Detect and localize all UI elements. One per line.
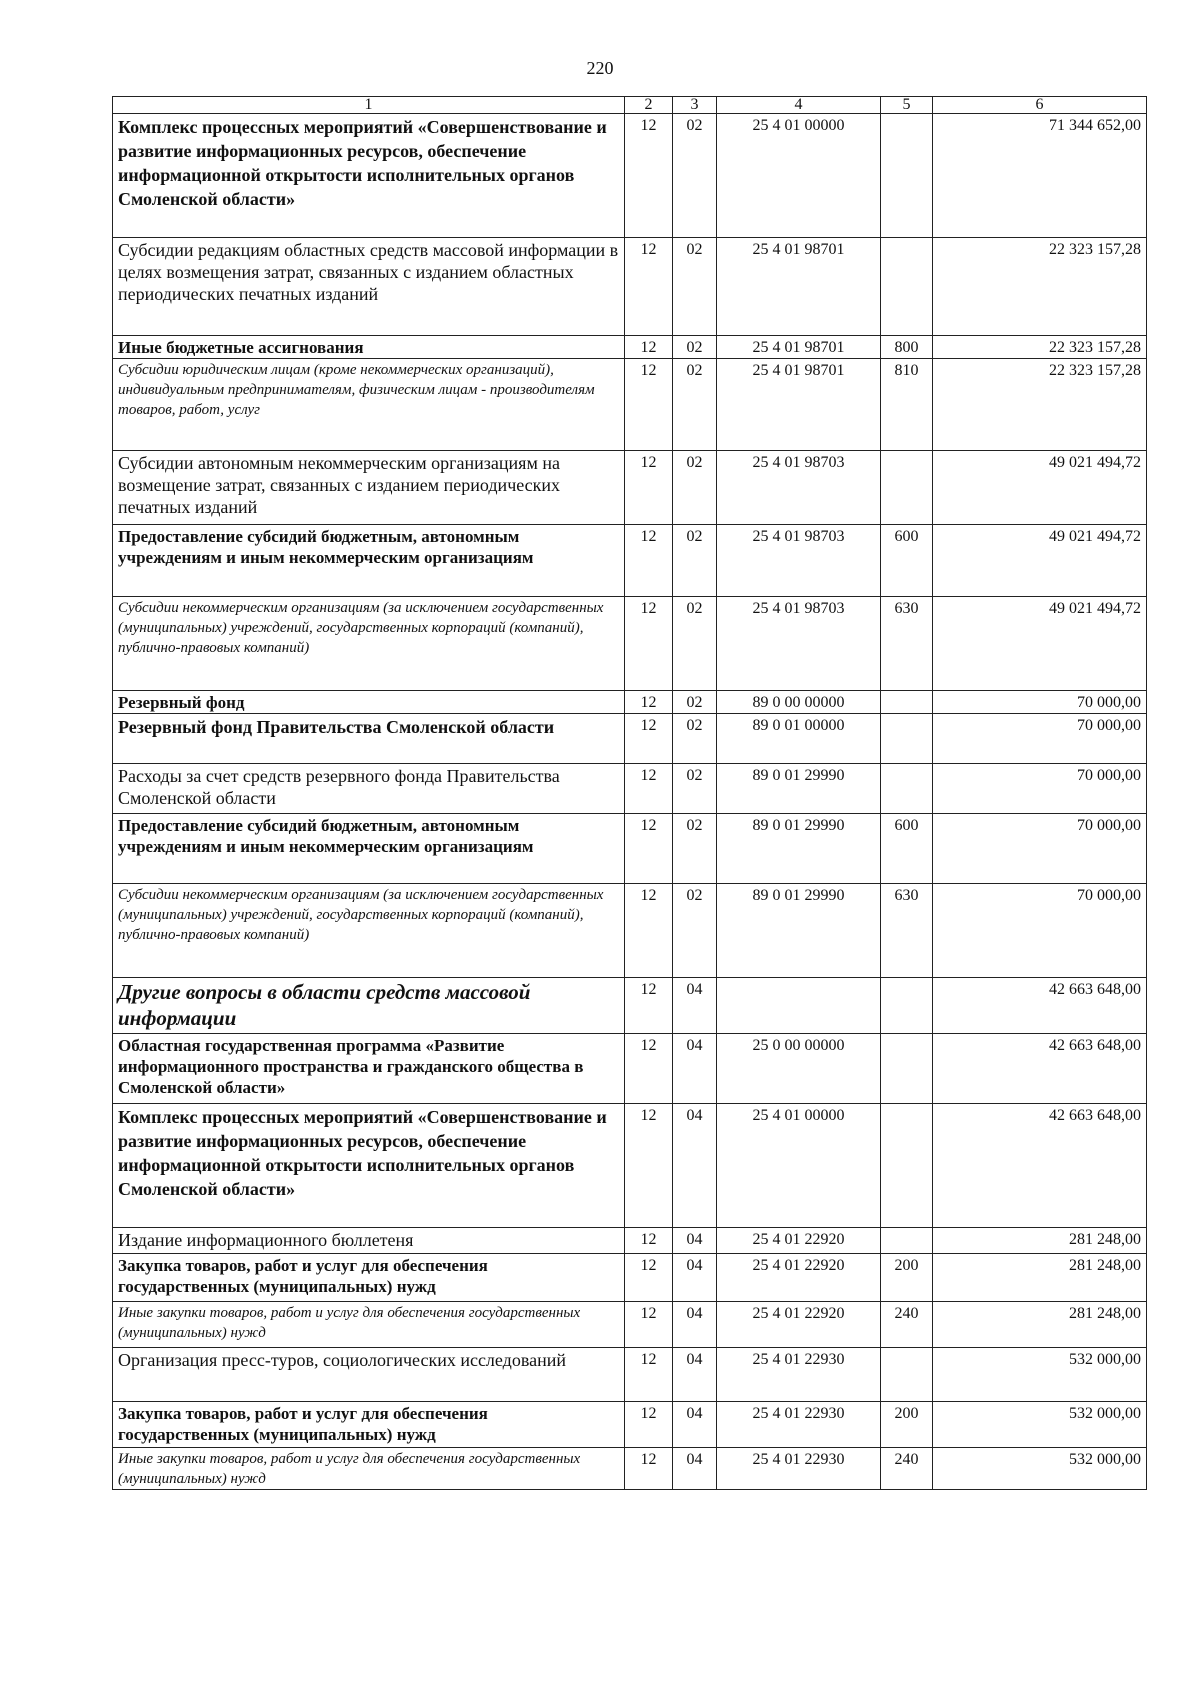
subsection-code: 02 — [673, 764, 717, 814]
target-article-code: 25 4 01 22930 — [717, 1402, 881, 1448]
amount: 71 344 652,00 — [933, 114, 1147, 238]
table-row — [113, 1034, 1147, 1104]
item-name: Закупка товаров, работ и услуг для обеспечения государственных (муниципальных) нужд — [113, 1402, 625, 1448]
expense-type-code: 600 — [881, 814, 933, 884]
table-row — [113, 1448, 1147, 1490]
item-name: Иные бюджетные ассигнования — [113, 336, 625, 359]
item-name: Резервный фонд Правительства Смоленской области — [113, 714, 625, 764]
item-name: Субсидии некоммерческим организациям (за исключением государственных (муниципальных) учреждений, государственных корпораций (компаний), публично-правовых компаний) — [113, 597, 625, 691]
header-cell-5: 5 — [881, 97, 933, 114]
subsection-code: 04 — [673, 978, 717, 1034]
table-row — [113, 884, 1147, 978]
item-name: Предоставление субсидий бюджетным, автономным учреждениям и иным некоммерческим организациям — [113, 814, 625, 884]
expense-type-code: 200 — [881, 1254, 933, 1302]
section-code: 12 — [625, 336, 673, 359]
expense-type-code: 600 — [881, 525, 933, 597]
header-row — [113, 97, 1147, 114]
item-name: Комплекс процессных мероприятий «Совершенствование и развитие информационных ресурсов, обеспечение информационной открытости исполнительных органов Смоленской области» — [113, 1104, 625, 1228]
subsection-code: 04 — [673, 1254, 717, 1302]
target-article-code: 25 4 01 22930 — [717, 1348, 881, 1402]
amount: 70 000,00 — [933, 714, 1147, 764]
subsection-code: 04 — [673, 1034, 717, 1104]
section-code: 12 — [625, 1348, 673, 1402]
table-row — [113, 1402, 1147, 1448]
table-row — [113, 114, 1147, 238]
item-name: Закупка товаров, работ и услуг для обеспечения государственных (муниципальных) нужд — [113, 1254, 625, 1302]
subsection-code: 04 — [673, 1448, 717, 1490]
item-name: Другие вопросы в области средств массовой информации — [113, 978, 625, 1034]
amount: 532 000,00 — [933, 1348, 1147, 1402]
expense-type-code — [881, 978, 933, 1034]
subsection-code: 02 — [673, 691, 717, 714]
amount: 22 323 157,28 — [933, 336, 1147, 359]
subsection-code: 02 — [673, 238, 717, 336]
amount: 49 021 494,72 — [933, 597, 1147, 691]
section-code: 12 — [625, 714, 673, 764]
amount: 532 000,00 — [933, 1402, 1147, 1448]
target-article-code: 25 4 01 22920 — [717, 1254, 881, 1302]
amount: 22 323 157,28 — [933, 238, 1147, 336]
table-row — [113, 1348, 1147, 1402]
header-cell-6: 6 — [933, 97, 1147, 114]
table-row — [113, 451, 1147, 525]
subsection-code: 02 — [673, 884, 717, 978]
section-code: 12 — [625, 691, 673, 714]
subsection-code: 02 — [673, 714, 717, 764]
target-article-code: 89 0 01 00000 — [717, 714, 881, 764]
target-article-code: 25 4 01 22930 — [717, 1448, 881, 1490]
section-code: 12 — [625, 814, 673, 884]
amount: 281 248,00 — [933, 1302, 1147, 1348]
subsection-code: 04 — [673, 1228, 717, 1254]
expense-type-code — [881, 691, 933, 714]
subsection-code: 04 — [673, 1348, 717, 1402]
item-name: Иные закупки товаров, работ и услуг для обеспечения государственных (муниципальных) нужд — [113, 1302, 625, 1348]
subsection-code: 04 — [673, 1104, 717, 1228]
section-code: 12 — [625, 451, 673, 525]
section-code: 12 — [625, 1254, 673, 1302]
table-row — [113, 525, 1147, 597]
target-article-code: 25 4 01 00000 — [717, 114, 881, 238]
table-row — [113, 1228, 1147, 1254]
item-name: Издание информационного бюллетеня — [113, 1228, 625, 1254]
section-code: 12 — [625, 1034, 673, 1104]
amount: 42 663 648,00 — [933, 978, 1147, 1034]
section-code: 12 — [625, 764, 673, 814]
expense-type-code — [881, 114, 933, 238]
expense-type-code: 240 — [881, 1448, 933, 1490]
table-row — [113, 1104, 1147, 1228]
amount: 70 000,00 — [933, 814, 1147, 884]
amount: 70 000,00 — [933, 884, 1147, 978]
expense-type-code — [881, 451, 933, 525]
table-row — [113, 814, 1147, 884]
expense-type-code: 240 — [881, 1302, 933, 1348]
subsection-code: 02 — [673, 451, 717, 525]
section-code: 12 — [625, 1402, 673, 1448]
table-row — [113, 359, 1147, 451]
table-body — [113, 97, 1147, 1490]
section-code: 12 — [625, 884, 673, 978]
subsection-code: 02 — [673, 597, 717, 691]
item-name: Субсидии редакциям областных средств массовой информации в целях возмещения затрат, связанных с изданием областных периодических печатных изданий — [113, 238, 625, 336]
target-article-code: 25 4 01 22920 — [717, 1302, 881, 1348]
table-row — [113, 238, 1147, 336]
amount: 42 663 648,00 — [933, 1034, 1147, 1104]
expense-type-code — [881, 764, 933, 814]
target-article-code — [717, 978, 881, 1034]
amount: 49 021 494,72 — [933, 451, 1147, 525]
subsection-code: 02 — [673, 814, 717, 884]
amount: 281 248,00 — [933, 1228, 1147, 1254]
header-cell-1: 1 — [113, 97, 625, 114]
header-cell-3: 3 — [673, 97, 717, 114]
section-code: 12 — [625, 978, 673, 1034]
section-code: 12 — [625, 114, 673, 238]
item-name: Иные закупки товаров, работ и услуг для обеспечения государственных (муниципальных) нужд — [113, 1448, 625, 1490]
target-article-code: 25 4 01 98701 — [717, 336, 881, 359]
target-article-code: 25 4 01 98701 — [717, 359, 881, 451]
header-cell-4: 4 — [717, 97, 881, 114]
table-row — [113, 1254, 1147, 1302]
expense-type-code — [881, 1034, 933, 1104]
item-name: Предоставление субсидий бюджетным, автономным учреждениям и иным некоммерческим организациям — [113, 525, 625, 597]
target-article-code: 89 0 01 29990 — [717, 764, 881, 814]
target-article-code: 89 0 00 00000 — [717, 691, 881, 714]
target-article-code: 25 4 01 22920 — [717, 1228, 881, 1254]
item-name: Комплекс процессных мероприятий «Совершенствование и развитие информационных ресурсов, обеспечение информационной открытости исполнительных органов Смоленской области» — [113, 114, 625, 238]
table-row — [113, 764, 1147, 814]
expense-type-code: 630 — [881, 597, 933, 691]
section-code: 12 — [625, 1302, 673, 1348]
item-name: Расходы за счет средств резервного фонда Правительства Смоленской области — [113, 764, 625, 814]
table-row — [113, 691, 1147, 714]
target-article-code: 89 0 01 29990 — [717, 884, 881, 978]
section-code: 12 — [625, 1104, 673, 1228]
expense-type-code: 810 — [881, 359, 933, 451]
table-row — [113, 978, 1147, 1034]
subsection-code: 02 — [673, 525, 717, 597]
budget-table — [112, 96, 1147, 1490]
target-article-code: 25 4 01 98703 — [717, 525, 881, 597]
subsection-code: 02 — [673, 114, 717, 238]
subsection-code: 02 — [673, 336, 717, 359]
header-cell-2: 2 — [625, 97, 673, 114]
expense-type-code — [881, 1348, 933, 1402]
subsection-code: 02 — [673, 359, 717, 451]
item-name: Субсидии автономным некоммерческим организациям на возмещение затрат, связанных с изданием периодических печатных изданий — [113, 451, 625, 525]
item-name: Областная государственная программа «Развитие информационного пространства и гражданского общества в Смоленской области» — [113, 1034, 625, 1104]
amount: 49 021 494,72 — [933, 525, 1147, 597]
expense-type-code: 200 — [881, 1402, 933, 1448]
section-code: 12 — [625, 359, 673, 451]
subsection-code: 04 — [673, 1302, 717, 1348]
section-code: 12 — [625, 238, 673, 336]
expense-type-code — [881, 714, 933, 764]
item-name: Субсидии некоммерческим организациям (за исключением государственных (муниципальных) учреждений, государственных корпораций (компаний), публично-правовых компаний) — [113, 884, 625, 978]
amount: 70 000,00 — [933, 764, 1147, 814]
target-article-code: 25 4 01 98701 — [717, 238, 881, 336]
item-name: Резервный фонд — [113, 691, 625, 714]
amount: 70 000,00 — [933, 691, 1147, 714]
target-article-code: 89 0 01 29990 — [717, 814, 881, 884]
page-number: 220 — [586, 58, 614, 78]
expense-type-code — [881, 1104, 933, 1228]
table-row — [113, 597, 1147, 691]
table-row — [113, 714, 1147, 764]
section-code: 12 — [625, 1228, 673, 1254]
target-article-code: 25 4 01 00000 — [717, 1104, 881, 1228]
item-name: Организация пресс-туров, социологических исследований — [113, 1348, 625, 1402]
amount: 532 000,00 — [933, 1448, 1147, 1490]
expense-type-code: 800 — [881, 336, 933, 359]
target-article-code: 25 0 00 00000 — [717, 1034, 881, 1104]
target-article-code: 25 4 01 98703 — [717, 451, 881, 525]
expense-type-code — [881, 1228, 933, 1254]
table-row — [113, 336, 1147, 359]
expense-type-code — [881, 238, 933, 336]
section-code: 12 — [625, 525, 673, 597]
target-article-code: 25 4 01 98703 — [717, 597, 881, 691]
amount: 281 248,00 — [933, 1254, 1147, 1302]
expense-type-code: 630 — [881, 884, 933, 978]
subsection-code: 04 — [673, 1402, 717, 1448]
section-code: 12 — [625, 1448, 673, 1490]
amount: 42 663 648,00 — [933, 1104, 1147, 1228]
amount: 22 323 157,28 — [933, 359, 1147, 451]
table-row — [113, 1302, 1147, 1348]
item-name: Субсидии юридическим лицам (кроме некоммерческих организаций), индивидуальным предпринимателям, физическим лицам - производителям товаров, работ, услуг — [113, 359, 625, 451]
section-code: 12 — [625, 597, 673, 691]
